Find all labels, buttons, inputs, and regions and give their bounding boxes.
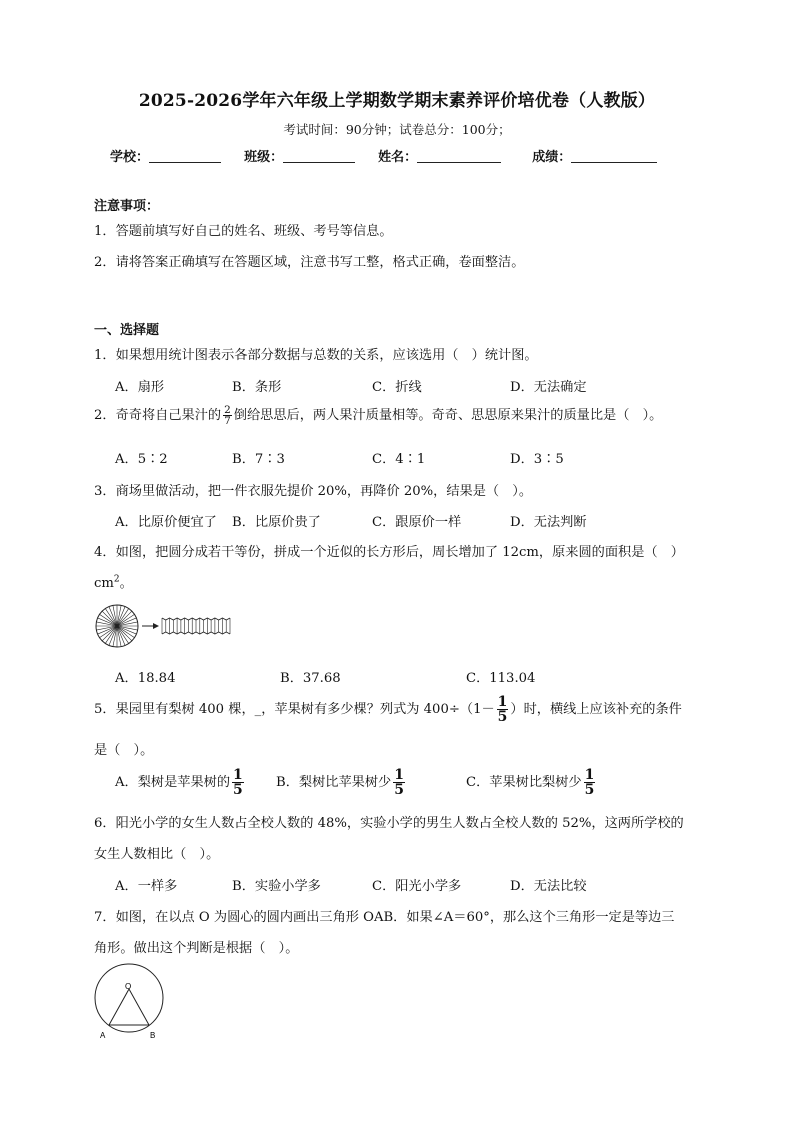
q6-option-a[interactable]: A．一样多 (115, 879, 178, 894)
q2-option-b[interactable]: B．7∶3 (232, 452, 285, 467)
q1-option-a[interactable]: A．扇形 (115, 380, 165, 395)
name-blank[interactable] (417, 148, 501, 163)
q4-unit-sup: 2 (113, 574, 120, 585)
notice-heading: 注意事项： (94, 199, 160, 214)
q3-stem: 3．商场里做活动，把一件衣服先提价 20%，再降价 20%，结果是（ ）。 (94, 484, 533, 499)
notice-item-1: 1．答题前填写好自己的姓名、班级、考号等信息。 (94, 224, 393, 239)
q3-option-a[interactable]: A．比原价便宜了 (115, 515, 217, 530)
q5-stem-line-1 (94, 695, 682, 724)
q4-circle-to-rectangle-figure (94, 603, 234, 649)
class-label: 班级： (244, 150, 284, 165)
q4-stem-line-1: 4．如图，把圆分成若干等份，拼成一个近似的长方形后，周长增加了 12cm，原来圆的面积是（ ） (94, 545, 684, 560)
q2-fraction-den: 7 (224, 415, 231, 427)
q4-arrow-head (153, 623, 159, 629)
q5-option-b[interactable] (276, 768, 407, 797)
q6-stem-line-1: 6．阳光小学的女生人数占全校人数的 48%，实验小学的男生人数占全校人数的 52%，这两所学校的 (94, 816, 684, 831)
exam-title: 2025-2026学年六年级上学期数学期末素养评价培优卷（人教版） (138, 91, 656, 111)
q5-stem-part-a: 5．果园里有梨树 400 棵，_，苹果树有多少棵？列式为 400÷（1－ (94, 702, 495, 717)
q4-approx-rectangle (162, 618, 230, 634)
school-blank[interactable] (149, 148, 221, 163)
q5-fraction-den: 5 (497, 709, 508, 725)
q1-option-b[interactable]: B．条形 (232, 380, 282, 395)
q5-option-a[interactable] (115, 768, 246, 797)
q5-option-c-num: 1 (584, 767, 595, 783)
q2-stem-part-a: 2．奇奇将自己果汁的 (94, 408, 222, 423)
exam-subtitle: 考试时间：90分钟；试卷总分：100分； (283, 122, 511, 137)
q5-option-a-num: 1 (233, 767, 243, 783)
q7-circle (95, 964, 163, 1032)
school-label: 学校： (110, 150, 150, 165)
q4-unit: cm (94, 576, 114, 591)
q4-stem-line-2 (94, 572, 133, 591)
class-blank[interactable] (283, 148, 355, 163)
q7-label-a: A (100, 1031, 106, 1040)
q3-option-b[interactable]: B．比原价贵了 (232, 515, 321, 530)
q5-option-b-num: 1 (394, 767, 404, 783)
q7-stem-line-1: 7．如图，在以点 O 为圆心的圆内画出三角形 OAB．如果∠A＝60°，那么这个三角形一定是等边三 (94, 910, 675, 925)
q5-fraction-num: 1 (497, 694, 508, 710)
section-1-heading: 一、选择题 (94, 323, 160, 338)
q2-option-c[interactable]: C．4∶1 (372, 452, 426, 467)
q4-option-a[interactable]: A．18.84 (115, 671, 176, 686)
q4-rect-bottom-edge (162, 632, 230, 634)
q7-circle-triangle-figure (92, 962, 168, 1042)
score-blank[interactable] (571, 148, 657, 163)
q1-option-c[interactable]: C．折线 (372, 380, 422, 395)
q2-option-d[interactable]: D．3∶5 (510, 452, 564, 467)
name-label: 姓名： (378, 150, 418, 165)
q7-label-b: B (150, 1031, 156, 1040)
q5-option-b-fraction (393, 768, 405, 797)
q5-option-c-den: 5 (584, 782, 595, 798)
q7-stem-line-2: 角形。做出这个判断是根据（ ）。 (94, 941, 299, 956)
q5-option-c[interactable] (466, 768, 597, 797)
q2-fraction (223, 405, 232, 427)
q2-stem-part-b: 倒给思思后，两人果汁质量相等。奇奇、思思原来果汁的质量比是（ ）。 (233, 408, 663, 423)
q7-label-o: O (125, 982, 132, 991)
q5-stem-line-2: 是（ ）。 (94, 743, 154, 758)
q4-rect-top-edge (162, 618, 230, 620)
q5-fraction (497, 695, 509, 724)
q5-option-a-label: A．梨树是苹果树的 (115, 775, 231, 790)
q5-option-a-fraction (232, 768, 244, 797)
q6-option-d[interactable]: D．无法比较 (510, 879, 587, 894)
q4-option-c[interactable]: C．113.04 (466, 671, 536, 686)
q3-option-d[interactable]: D．无法判断 (510, 515, 587, 530)
q1-option-d[interactable]: D．无法确定 (510, 380, 587, 395)
score-label: 成绩： (532, 150, 572, 165)
q4-option-b[interactable]: B．37.68 (280, 671, 341, 686)
q5-option-c-label: C．苹果树比梨树少 (466, 775, 582, 790)
q6-stem-line-2: 女生人数相比（ ）。 (94, 847, 220, 862)
q5-option-c-fraction (584, 768, 596, 797)
q2-option-a[interactable]: A．5∶2 (115, 452, 168, 467)
notice-item-2: 2．请将答案正确填写在答题区域，注意书写工整，格式正确，卷面整洁。 (94, 255, 525, 270)
q5-stem-part-b: ）时，横线上应该补充的条件 (510, 702, 682, 717)
q1-stem: 1．如果想用统计图表示各部分数据与总数的关系，应该选用（ ）统计图。 (94, 348, 538, 363)
q6-option-c[interactable]: C．阳光小学多 (372, 879, 462, 894)
q6-option-b[interactable]: B．实验小学多 (232, 879, 321, 894)
q5-option-a-den: 5 (233, 782, 243, 798)
q3-option-c[interactable]: C．跟原价一样 (372, 515, 462, 530)
q7-triangle-oab (109, 989, 149, 1025)
q2-fraction-num: 2 (224, 403, 231, 416)
student-info-row (110, 146, 657, 165)
q5-option-b-den: 5 (394, 782, 404, 798)
q2-stem (94, 404, 662, 427)
q5-option-b-label: B．梨树比苹果树少 (276, 775, 392, 790)
q4-stem-end: 。 (119, 576, 133, 591)
